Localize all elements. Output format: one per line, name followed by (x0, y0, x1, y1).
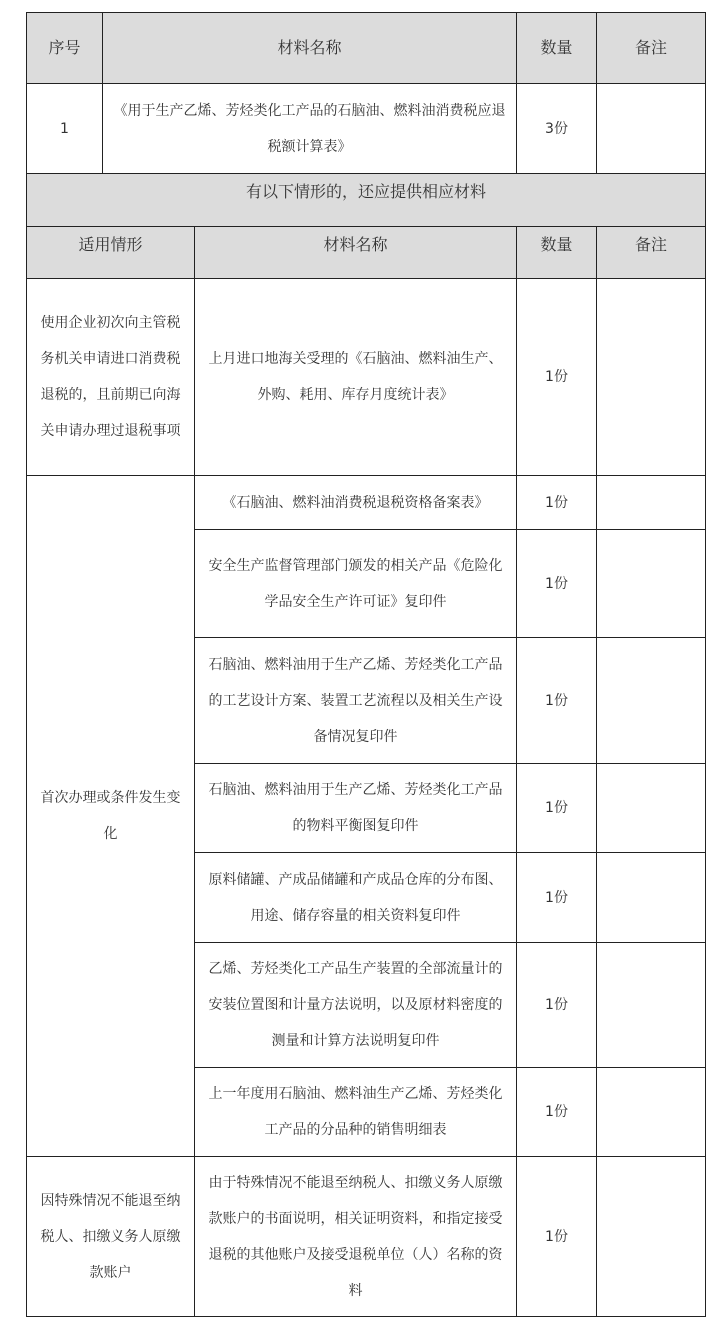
table-row-quantity: 1份 (516, 1156, 597, 1317)
table-row-quantity: 1份 (516, 1067, 597, 1157)
t1-row-index: 1 (26, 83, 103, 174)
table-row-material: 安全生产监督管理部门颁发的相关产品《危险化学品安全生产许可证》复印件 (194, 529, 517, 638)
t1-header-remark: 备注 (596, 12, 706, 84)
table-row-remark (596, 529, 706, 638)
table-row-material: 由于特殊情况不能退至纳税人、扣缴义务人原缴款账户的书面说明，相关证明资料，和指定接受退税的其他账户及接受退税单位（人）名称的资料 (194, 1156, 517, 1317)
table-row-quantity: 1份 (516, 475, 597, 530)
table-row-quantity: 1份 (516, 637, 597, 764)
t2-situation-first-or-changed: 首次办理或条件发生变化 (26, 475, 195, 1157)
table-row-remark (596, 852, 706, 943)
t1-row-remark (596, 83, 706, 174)
t2-header-material: 材料名称 (194, 226, 517, 279)
table-row-remark (596, 278, 706, 476)
t1-row-quantity: 3份 (516, 83, 597, 174)
t2-header-situation: 适用情形 (26, 226, 195, 279)
table-row-material: 上月进口地海关受理的《石脑油、燃料油生产、外购、耗用、库存月度统计表》 (194, 278, 517, 476)
table-row-quantity: 1份 (516, 763, 597, 853)
table-row-quantity: 1份 (516, 942, 597, 1068)
table-row-material: 上一年度用石脑油、燃料油生产乙烯、芳烃类化工产品的分品种的销售明细表 (194, 1067, 517, 1157)
t2-header-quantity: 数量 (516, 226, 597, 279)
table-row-material: 原料储罐、产成品储罐和产成品仓库的分布图、用途、储存容量的相关资料复印件 (194, 852, 517, 943)
table-row-quantity: 1份 (516, 278, 597, 476)
t1-header-quantity: 数量 (516, 12, 597, 84)
table-row-remark (596, 763, 706, 853)
table-row-material: 石脑油、燃料油用于生产乙烯、芳烃类化工产品的物料平衡图复印件 (194, 763, 517, 853)
table-row-remark (596, 1156, 706, 1317)
t2-situation-special-account: 因特殊情况不能退至纳税人、扣缴义务人原缴款账户 (26, 1156, 195, 1317)
table-row-remark (596, 475, 706, 530)
table-row-material: 《石脑油、燃料油消费税退税资格备案表》 (194, 475, 517, 530)
t1-header-material: 材料名称 (102, 12, 517, 84)
t1-header-index: 序号 (26, 12, 103, 84)
t1-row-material: 《用于生产乙烯、芳烃类化工产品的石脑油、燃料油消费税应退税额计算表》 (102, 83, 517, 174)
t2-situation-initial-application: 使用企业初次向主管税务机关申请进口消费税退税的，且前期已向海关申请办理过退税事项 (26, 278, 195, 476)
table-row-quantity: 1份 (516, 852, 597, 943)
table-row-remark (596, 637, 706, 764)
table-row-remark (596, 942, 706, 1068)
t2-header-remark: 备注 (596, 226, 706, 279)
table-row-material: 石脑油、燃料油用于生产乙烯、芳烃类化工产品的工艺设计方案、装置工艺流程以及相关生产设备情况复印件 (194, 637, 517, 764)
table-row-remark (596, 1067, 706, 1157)
table-row-material: 乙烯、芳烃类化工产品生产装置的全部流量计的安装位置图和计量方法说明，以及原材料密度的测量和计算方法说明复印件 (194, 942, 517, 1068)
table-row-quantity: 1份 (516, 529, 597, 638)
section-banner: 有以下情形的，还应提供相应材料 (26, 173, 706, 227)
